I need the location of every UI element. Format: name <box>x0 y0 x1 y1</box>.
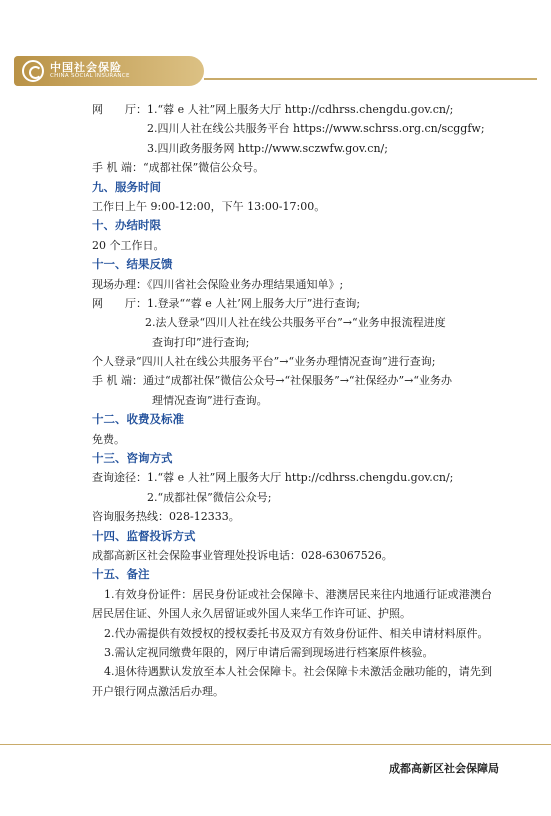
social-insurance-logo-icon <box>22 60 44 82</box>
section-heading-13: 十三、咨询方式 <box>92 451 173 466</box>
section-heading-15: 十五、备注 <box>92 567 150 582</box>
section-heading-14: 十四、监督投诉方式 <box>92 528 196 543</box>
remark-1: 1.有效身份证件：居民身份证或社会保障卡、港澳居民来往内地通行证或港澳台居民居住证、外国人永久居留证或外国人来华工作许可证、护照。 <box>92 587 492 621</box>
inquiry-line-2: 2.“成都社保”微信公众号; <box>147 490 272 504</box>
feedback-onsite: 现场办理：《四川省社会保险业务办理结果通知单》; <box>92 277 344 291</box>
feedback-mobile: 手 机 端：通过“成都社保”微信公众号→“社保服务”→“社保经办”→“业务办 <box>92 374 453 388</box>
section-heading-12: 十二、收费及标准 <box>92 412 184 427</box>
complaint-phone: 成都高新区社会保险事业管理处投诉电话：028-63067526。 <box>92 548 393 562</box>
footer-rule <box>0 744 551 745</box>
section-heading-10: 十、办结时限 <box>92 218 161 233</box>
feedback-online-1: 网 厅：1.登录““蓉 e 人社’网上服务大厅”进行查询; <box>92 296 361 310</box>
feedback-personal: 个人登录“四川人社在线公共服务平台”→“业务办理情况查询”进行查询; <box>92 355 436 369</box>
logo-title: 中国社会保险 <box>50 61 122 74</box>
document-body <box>92 100 492 701</box>
remark-2: 2.代办需提供有效授权的授权委托书及双方有效身份证件、相关申请材料原件。 <box>104 626 489 640</box>
page-header <box>0 50 551 92</box>
service-time: 工作日上午 9:00-12:00，下午 13:00-17:00。 <box>92 199 326 213</box>
time-limit: 20 个工作日。 <box>92 238 165 252</box>
hall-line-3: 3.四川政务服务网 http://www.sczwfw.gov.cn/; <box>147 141 388 155</box>
fee: 免费。 <box>92 432 125 446</box>
hotline: 咨询服务热线：028-12333。 <box>92 510 240 524</box>
footer-org: 成都高新区社会保障局 <box>389 762 499 775</box>
feedback-mobile-cont: 理情况查询”进行查询。 <box>152 393 268 407</box>
mobile-line: 手 机 端：“成都社保”微信公众号。 <box>92 161 265 175</box>
logo-subtitle: CHINA SOCIAL INSURANCE <box>50 73 130 79</box>
feedback-online-2-cont: 查询打印”进行查询; <box>152 335 250 349</box>
hall-line-1: 网 厅：1.“蓉 e 人社”网上服务大厅 http://cdhrss.chengdu.gov.cn/; <box>92 103 454 116</box>
inquiry-line-1: 查询途径：1.“蓉 e 人社”网上服务大厅 http://cdhrss.chengdu.gov.cn/; <box>92 471 454 485</box>
feedback-online-2: 2.法人登录“四川人社在线公共服务平台”→“业务申报流程进度 <box>145 316 446 330</box>
hall-line-2: 2.四川人社在线公共服务平台 https://www.schrss.org.cn/scggfw; <box>147 122 485 136</box>
header-rule <box>204 78 537 80</box>
remark-4: 4.退休待遇默认发放至本人社会保障卡。社会保障卡未激活金融功能的，请先到开户银行网点激活后办理。 <box>92 665 492 698</box>
section-heading-9: 九、服务时间 <box>92 179 161 194</box>
section-heading-11: 十一、结果反馈 <box>92 257 173 272</box>
remark-3: 3.需认定视同缴费年限的，网厅申请后需到现场进行档案原件核验。 <box>104 645 434 659</box>
